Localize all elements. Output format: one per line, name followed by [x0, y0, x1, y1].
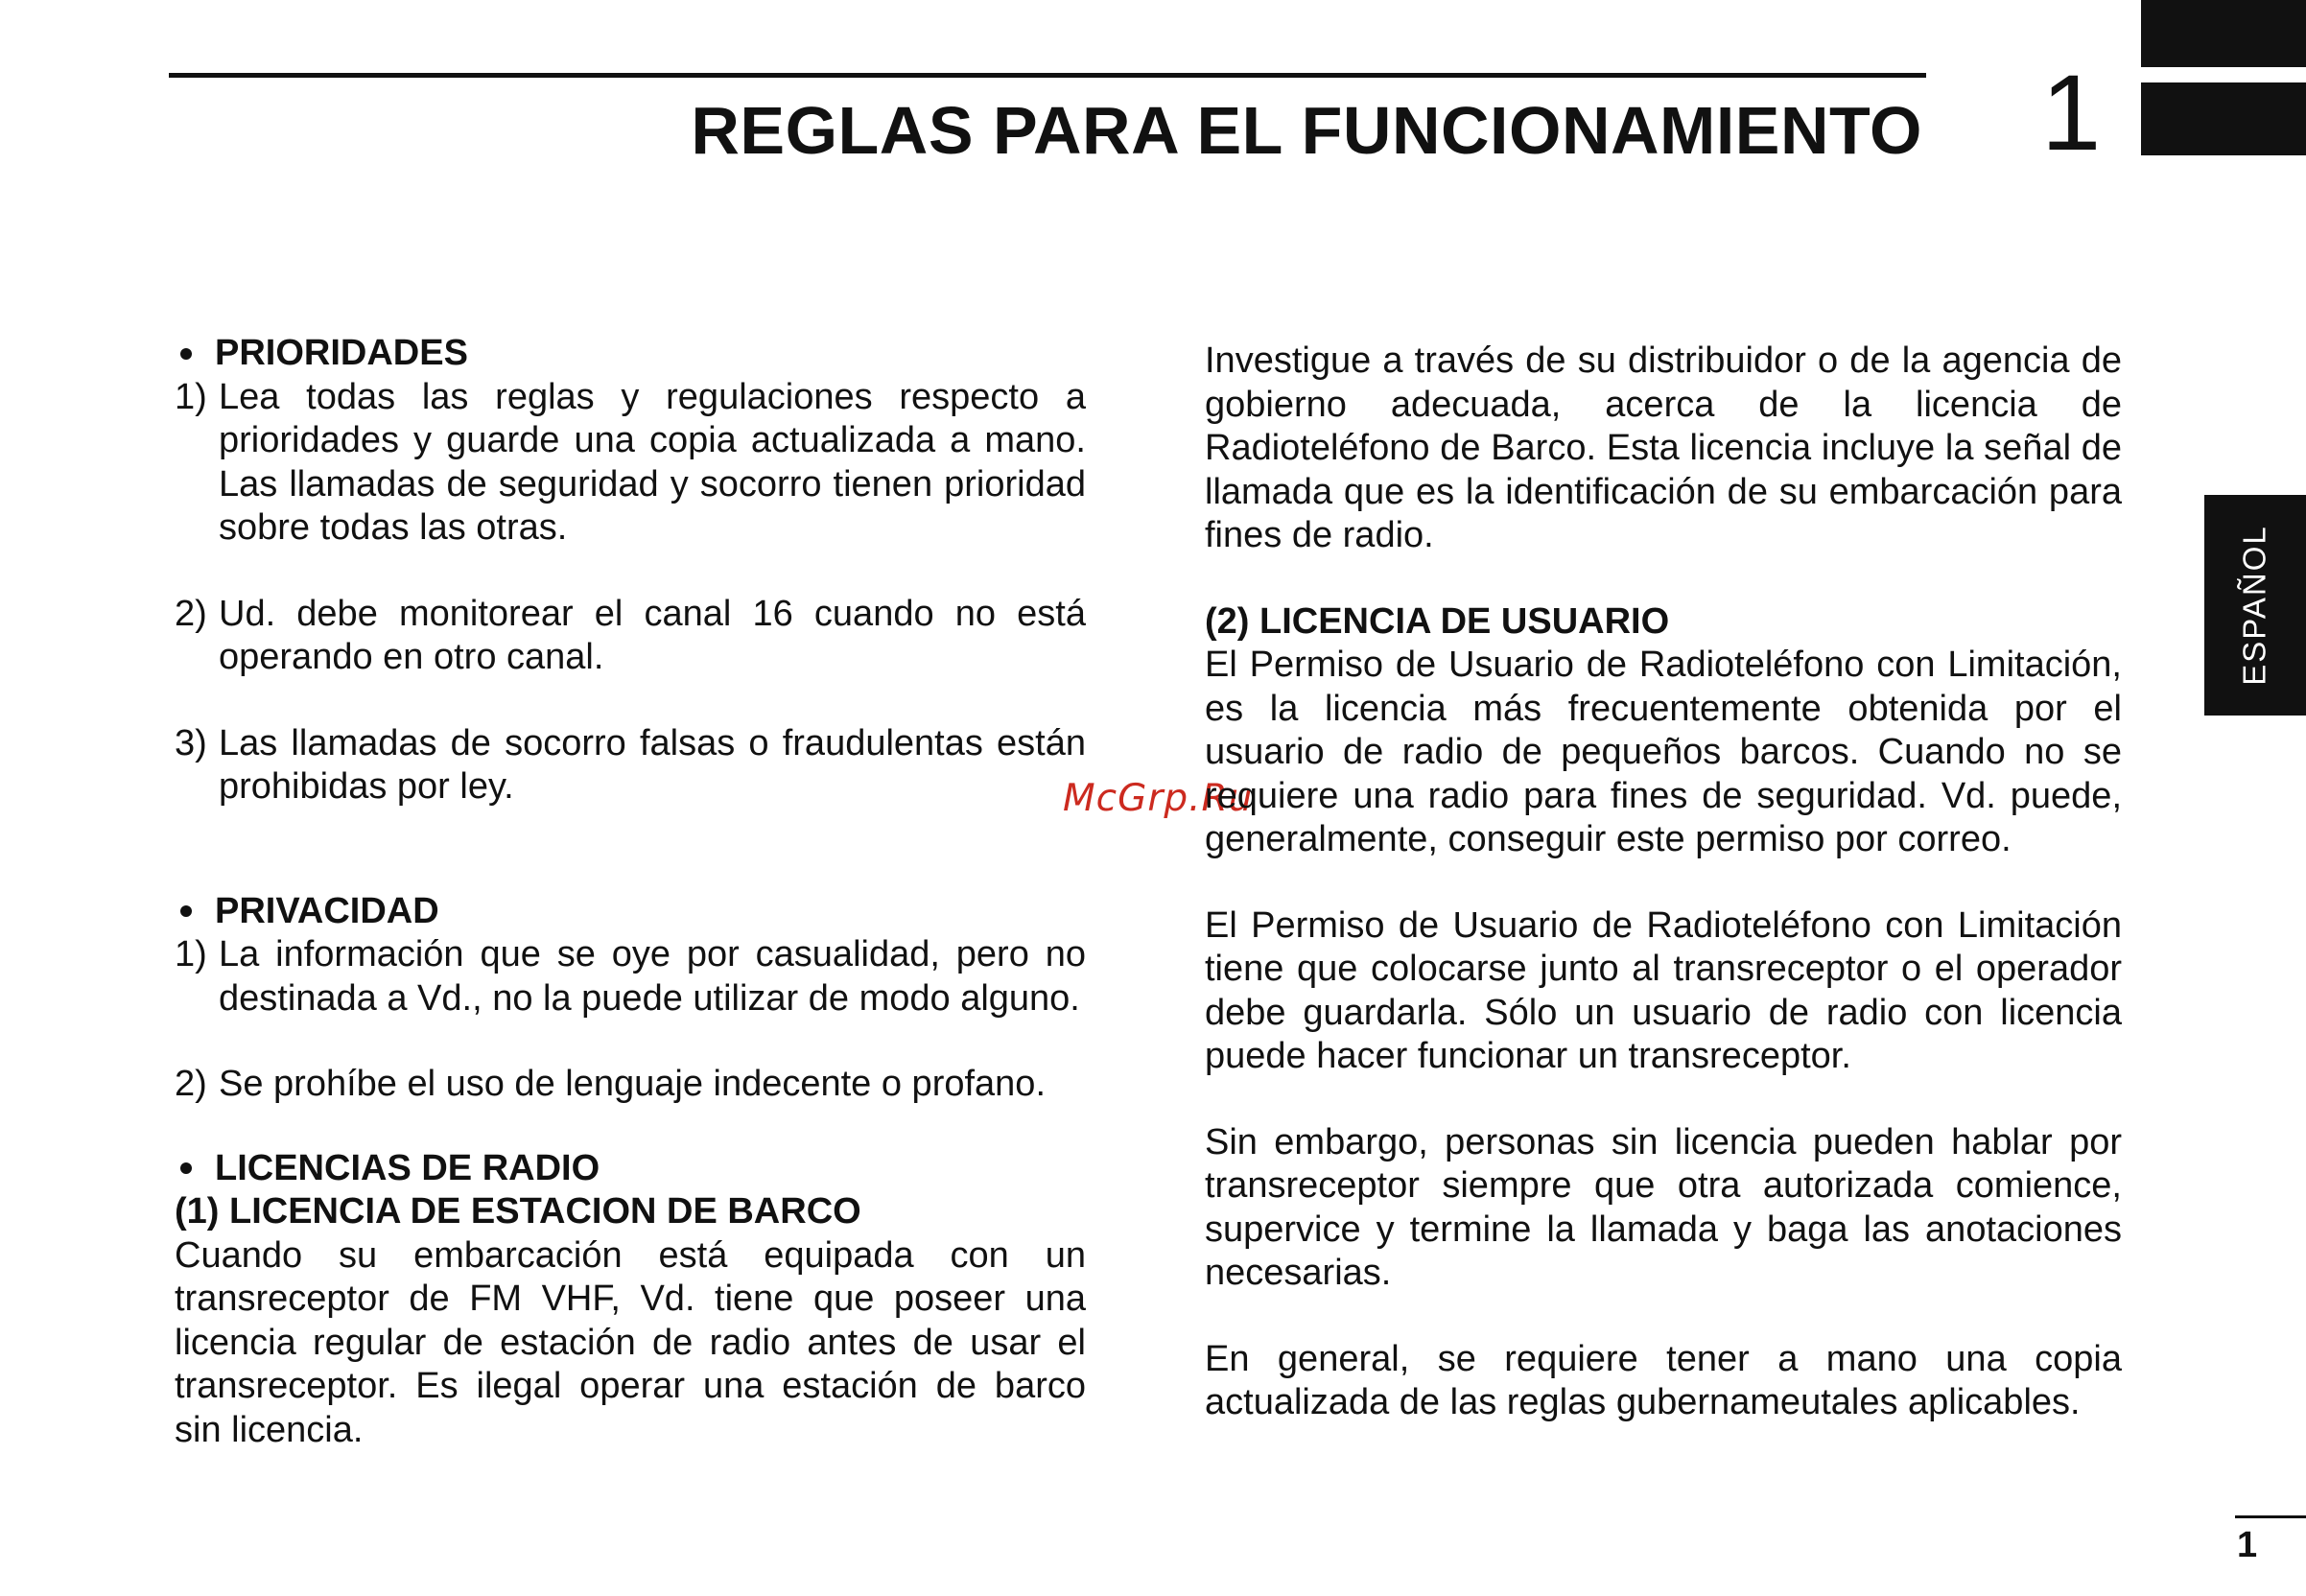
section-heading-privacidad: PRIVACIDAD [175, 890, 1086, 934]
chapter-marker-top-bar [2141, 0, 2306, 67]
footer-rule [2235, 1515, 2306, 1518]
watermark: McGrp.Ru [1063, 777, 1254, 820]
left-column [175, 332, 1086, 1452]
subheading-licencia-estacion: (1) LICENCIA DE ESTACION DE BARCO [175, 1191, 861, 1232]
paragraph-sin-licencia: Sin embargo, personas sin licencia pueden hablar por transreceptor siempre que otra autorizada comience, supervice y termine la llamada y baga las anotaciones necesarias. [1205, 1121, 2122, 1293]
bullet-icon [180, 348, 192, 360]
right-column [1205, 340, 2122, 1425]
chapter-marker-bar [2141, 82, 2306, 155]
subheading-licencia-usuario: (2) LICENCIA DE USUARIO [1205, 600, 1670, 642]
page-title: REGLAS PARA EL FUNCIONAMIENTO [691, 93, 1922, 168]
list-item: 3) Las llamadas de socorro falsas o fraudulentas están prohibidas por ley. [175, 722, 1086, 807]
language-tab-label: ESPAÑOL [2237, 525, 2273, 686]
list-item: 2) Ud. debe monitorear el canal 16 cuando no está operando en otro canal. [175, 593, 1086, 677]
section-heading-prioridades: PRIORIDADES [175, 332, 1086, 376]
bullet-icon [180, 905, 192, 917]
section-heading-licencias: LICENCIAS DE RADIO [175, 1147, 1086, 1191]
page-number: 1 [2237, 1525, 2258, 1565]
list-item: 1) Lea todas las reglas y regulaciones respecto a prioridades y guarde una copia actualizada a mano. Las llamadas de seguridad y socorro tienen prioridad sobre todas las otras. [175, 376, 1086, 548]
paragraph-permiso: El Permiso de Usuario de Radioteléfono con Limitación tiene que colocarse junto al transreceptor o el operador debe guardarla. Sólo un usuario de radio con licencia puede hacer funcionar un transreceptor. [1205, 904, 2122, 1076]
header-rule [169, 73, 1926, 78]
list-item: 2) Se prohíbe el uso de lenguaje indecente o profano. [175, 1064, 1046, 1104]
chapter-number: 1 [2041, 53, 2102, 173]
paragraph-en-general: En general, se requiere tener a mano una copia actualizada de las reglas gubernameutales aplicables. [1205, 1338, 2122, 1422]
paragraph-intro: Investigue a través de su distribuidor o de la agencia de gobierno adecuada, acerca de la licencia de Radioteléfono de Barco. Esta licencia incluye la señal de llamada que es la identificación de su embarcación para fines de radio. [1205, 340, 2122, 555]
language-tab [2204, 495, 2306, 716]
paragraph-licencia-usuario: El Permiso de Usuario de Radioteléfono con Limitación, es la licencia más frecuentemente obtenida por el usuario de radio de pequeños barcos. Cuando no se requiere una radio para fines de seguridad. Vd. puede, generalmente, conseguir este permiso por correo. [1205, 645, 2122, 859]
paragraph-licencia-estacion: Cuando su embarcación está equipada con un transreceptor de FM VHF, Vd. tiene que poseer una licencia regular de estación de radio antes de usar el transreceptor. Es ilegal operar una estación de barco sin licencia. [175, 1234, 1086, 1450]
bullet-icon [180, 1162, 192, 1174]
list-item: 1) La información que se oye por casualidad, pero no destinada a Vd., no la puede utilizar de modo alguno. [175, 934, 1086, 1019]
